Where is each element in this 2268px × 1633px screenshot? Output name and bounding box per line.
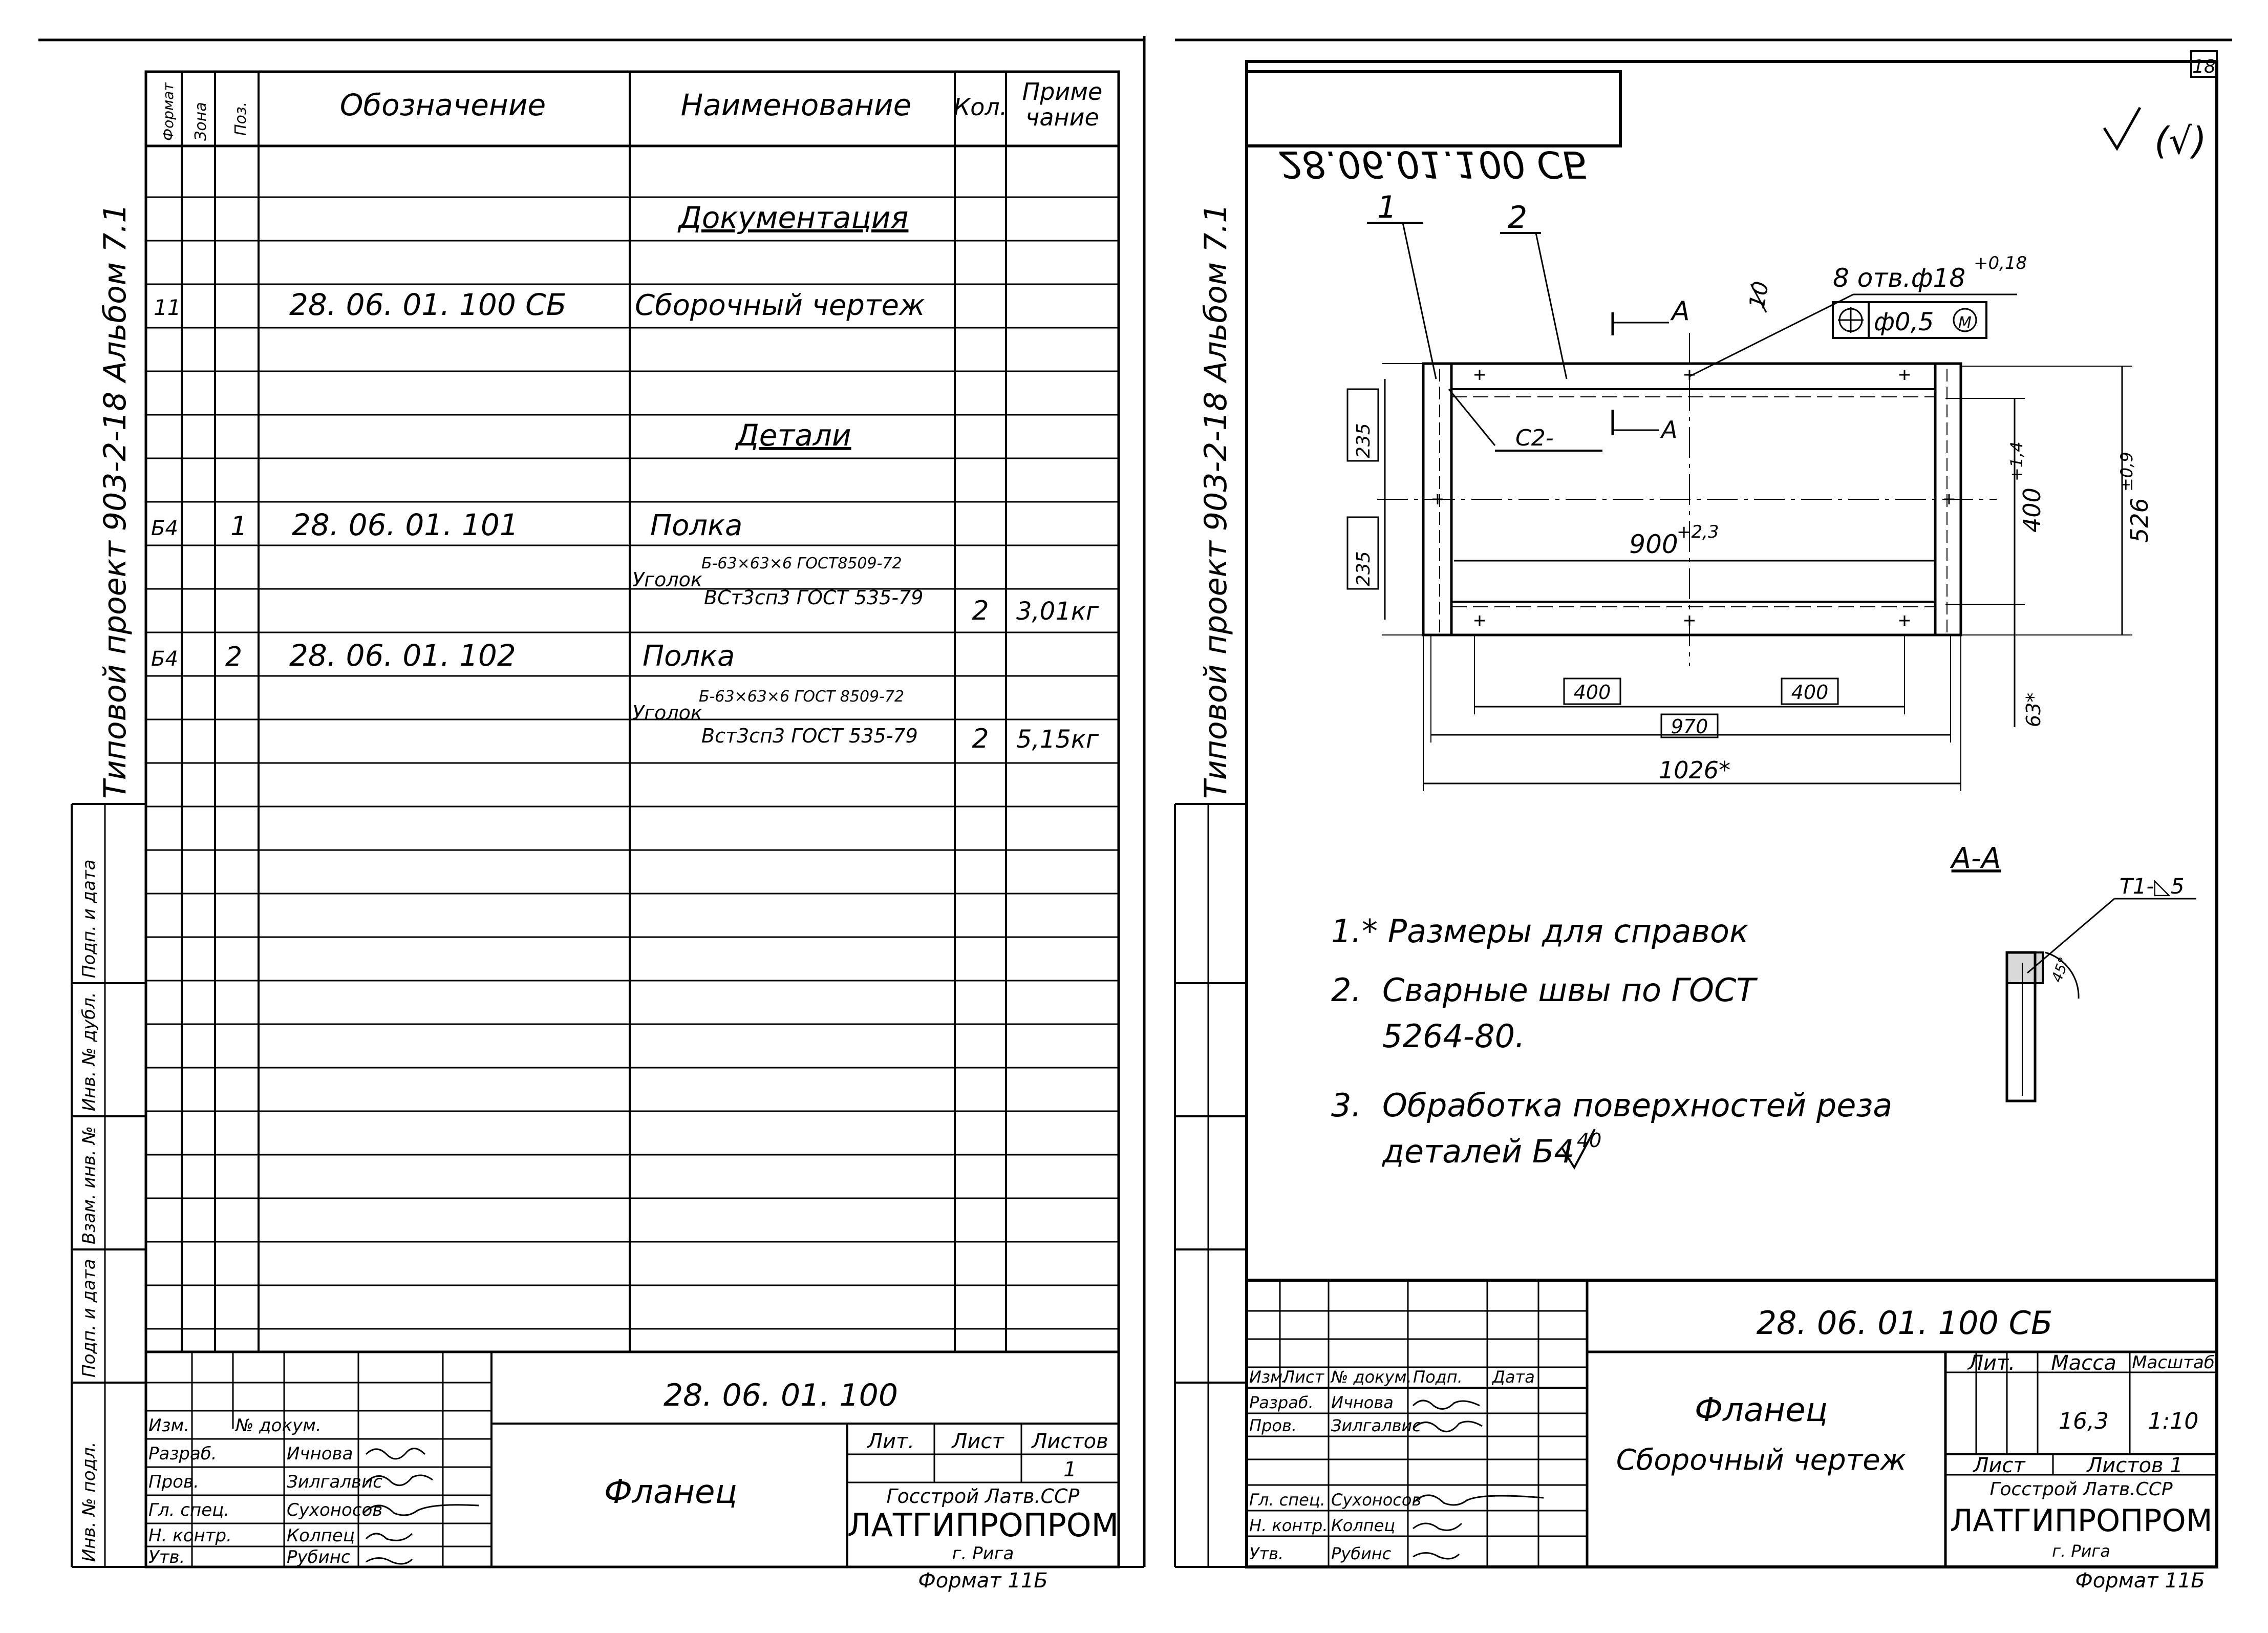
note-2-num: 2. xyxy=(1331,971,1362,1009)
angle-45: 45° xyxy=(2048,955,2073,985)
right-role: Н. контр. xyxy=(1249,1516,1328,1535)
callout-1: 1 xyxy=(1377,189,1397,225)
technical-notes xyxy=(1331,913,1892,1170)
dim-900: 900 xyxy=(1629,529,1678,559)
note-1: * Размеры для справок xyxy=(1362,913,1749,950)
dim-400-b: 400 xyxy=(1791,681,1829,704)
left-lit-label: Лит. xyxy=(867,1430,915,1453)
header-format: Формат xyxy=(160,82,177,141)
p1-pos: 1 xyxy=(230,511,248,542)
p2-qty: 2 xyxy=(972,724,989,754)
right-col-doc: № докум. xyxy=(1331,1367,1412,1387)
right-role: Гл. спец. xyxy=(1249,1490,1325,1510)
left-side-col-1: Инв. № подл. xyxy=(79,1441,99,1562)
position-tolerance: ф0,5 xyxy=(1874,308,1934,336)
note-3-roughness: 40 xyxy=(1577,1129,1602,1152)
section-mark-top: А xyxy=(1672,296,1690,327)
right-sheets-label: Листов 1 xyxy=(2087,1454,2183,1477)
p1-format: Б4 xyxy=(151,517,178,540)
left-side-col-2: Подп. и дата xyxy=(79,1259,99,1377)
right-col-date: Дата xyxy=(1492,1367,1535,1387)
dim-1026: 1026* xyxy=(1658,756,1731,784)
right-role: Утв. xyxy=(1249,1544,1284,1563)
weld-c2: С2- xyxy=(1515,425,1554,451)
p1-spec1: Б-63×63×6 ГОСТ8509-72 xyxy=(701,555,902,572)
right-name: Колпец xyxy=(1331,1516,1396,1535)
left-city: г. Рига xyxy=(952,1543,1014,1564)
right-title-code: 28. 06. 01. 100 СБ xyxy=(1756,1304,2053,1342)
weld-t1: Т1-◺5 xyxy=(2120,874,2185,899)
left-name: Зилгалвис xyxy=(287,1472,382,1492)
right-mirrored-code: 28.06.01.100 СБ xyxy=(1279,143,1588,186)
p2-designation: 28. 06. 01. 102 xyxy=(289,638,516,673)
dim-970: 970 xyxy=(1671,715,1708,738)
right-role: Пров. xyxy=(1249,1416,1297,1435)
left-sheet xyxy=(38,36,1144,1567)
left-sheet-label: Лист xyxy=(952,1430,1004,1453)
roughness-check-icon xyxy=(2104,108,2140,149)
left-side-col-3: Взам. инв. № xyxy=(79,1126,99,1244)
doc-format: 11 xyxy=(154,295,181,320)
left-role: Пров. xyxy=(148,1472,199,1492)
section-aa-title: А-А xyxy=(1951,842,2001,875)
position-modifier: М xyxy=(1958,314,1972,332)
right-col-list: Лист xyxy=(1282,1367,1324,1387)
left-name: Колпец xyxy=(287,1525,355,1546)
right-name: Зилгалвис xyxy=(1331,1416,1421,1435)
section-documentation: Документация xyxy=(678,200,909,235)
header-note-2: чание xyxy=(1025,103,1099,131)
right-lit-label: Лит. xyxy=(1967,1351,2016,1375)
right-scale-label: Масштаб xyxy=(2132,1352,2215,1373)
p1-spec2: ВСт3сп3 ГОСТ 535-79 xyxy=(704,586,924,609)
header-pos: Поз. xyxy=(232,101,250,136)
note-3b: деталей Б4 xyxy=(1382,1133,1574,1170)
header-qty: Кол. xyxy=(953,93,1008,121)
right-role: Изм. xyxy=(1249,1367,1288,1387)
dim-526-tol: ±0,9 xyxy=(2117,452,2136,492)
dim-235-top: 235 xyxy=(1353,423,1374,458)
header-name: Наименование xyxy=(680,88,912,122)
left-name: № докум. xyxy=(236,1415,322,1436)
header-zone: Зона xyxy=(192,102,210,141)
note-3a: Обработка поверхностей реза xyxy=(1382,1087,1893,1124)
left-name: Рубинс xyxy=(287,1547,351,1567)
left-sheets-label: Листов xyxy=(1032,1430,1108,1453)
p2-prefix: Уголок xyxy=(632,702,702,724)
doc-name: Сборочный чертеж xyxy=(635,289,925,322)
left-sheets-value: 1 xyxy=(1063,1458,1077,1481)
left-title-code: 28. 06. 01. 100 xyxy=(664,1377,898,1413)
left-org-2: ЛАТГИПРОПРОМ xyxy=(847,1507,1119,1544)
right-city: г. Рига xyxy=(2052,1541,2110,1561)
right-name: Рубинс xyxy=(1331,1544,1392,1563)
doc-designation: 28. 06. 01. 100 СБ xyxy=(289,287,567,322)
right-sheet xyxy=(1175,40,2232,1567)
p2-spec2: Вст3сп3 ГОСТ 535-79 xyxy=(701,725,918,747)
right-sheet-label: Лист xyxy=(1973,1454,2025,1477)
dim-63: 63* xyxy=(2022,692,2045,727)
note-1-num: 1. xyxy=(1331,913,1362,950)
p2-pos: 2 xyxy=(225,642,243,672)
right-col-sign: Подп. xyxy=(1413,1367,1463,1387)
left-name: Сухоносов xyxy=(287,1500,383,1520)
left-title-name: Фланец xyxy=(604,1473,737,1511)
right-format-label: Формат 11Б xyxy=(2075,1569,2205,1593)
note-2a: Сварные швы по ГОСТ xyxy=(1382,971,1756,1009)
flange-plan-view xyxy=(1347,223,2132,791)
right-title-1: Фланец xyxy=(1695,1391,1828,1429)
p2-note: 5,15кг xyxy=(1016,725,1099,754)
left-role: Разраб. xyxy=(148,1444,217,1464)
left-role: Н. контр. xyxy=(148,1525,232,1546)
right-mass-label: Масса xyxy=(2051,1351,2116,1375)
right-side-stamp: Типовой проект 903-2-18 Альбом 7.1 xyxy=(1198,203,1234,799)
p1-qty: 2 xyxy=(972,596,989,626)
p2-spec1: Б-63×63×6 ГОСТ 8509-72 xyxy=(699,688,905,706)
dim-900-tol: +2,3 xyxy=(1677,522,1719,542)
left-format-label: Формат 11Б xyxy=(918,1569,1048,1593)
left-role: Изм. xyxy=(148,1415,189,1436)
right-scale-value: 1:10 xyxy=(2148,1408,2199,1434)
header-note-1: Приме xyxy=(1022,78,1103,105)
hole-tolerance: +0,18 xyxy=(1974,253,2027,273)
left-org-1: Госстрой Латв.ССР xyxy=(886,1485,1080,1508)
dim-400-vertical-tol: +1,4 xyxy=(2007,441,2026,481)
right-org-2: ЛАТГИПРОПРОМ xyxy=(1950,1503,2213,1539)
right-title-2: Сборочный чертеж xyxy=(1616,1444,1907,1477)
right-name: Сухоносов xyxy=(1331,1490,1422,1510)
p1-note: 3,01кг xyxy=(1016,597,1099,626)
p1-designation: 28. 06. 01. 101 xyxy=(292,507,519,542)
p2-name: Полка xyxy=(643,640,735,673)
spec-row-lines xyxy=(146,197,1119,1329)
weld-size: 10 xyxy=(1744,279,1774,311)
left-side-stamp: Типовой проект 903-2-18 Альбом 7.1 xyxy=(97,203,133,799)
right-title-roles xyxy=(1249,1367,1535,1563)
section-details: Детали xyxy=(736,418,851,453)
right-sheet-number: 18 xyxy=(2192,56,2216,77)
p2-format: Б4 xyxy=(151,647,178,671)
note-2b: 5264-80. xyxy=(1382,1017,1525,1055)
section-mark-bottom: А xyxy=(1661,416,1678,443)
left-side-col-4: Инв. № дубл. xyxy=(79,992,99,1111)
left-side-col-5: Подп. и дата xyxy=(79,859,99,978)
left-role: Гл. спец. xyxy=(148,1500,230,1520)
dim-400-a: 400 xyxy=(1573,681,1611,704)
dim-400-vertical: 400 xyxy=(2018,487,2046,533)
right-signatures xyxy=(1413,1401,1544,1559)
p1-name: Полка xyxy=(650,509,743,542)
p1-prefix: Уголок xyxy=(632,568,702,591)
section-aa-detail xyxy=(2007,899,2196,1101)
right-role: Разраб. xyxy=(1249,1393,1314,1412)
left-name: Ичнова xyxy=(287,1444,353,1464)
right-mass-value: 16,3 xyxy=(2059,1408,2109,1434)
left-role: Утв. xyxy=(148,1547,185,1567)
note-3-num: 3. xyxy=(1331,1087,1362,1124)
dim-526: 526 xyxy=(2126,498,2153,543)
hole-note: 8 отв.ф18 xyxy=(1833,263,1966,293)
callout-2: 2 xyxy=(1508,200,1528,236)
dim-235-bottom: 235 xyxy=(1353,551,1374,586)
header-designation: Обозначение xyxy=(339,88,546,122)
right-org-1: Госстрой Латв.ССР xyxy=(1989,1479,2173,1500)
roughness-symbol: (√) xyxy=(2154,119,2207,162)
right-name: Ичнова xyxy=(1331,1393,1394,1412)
